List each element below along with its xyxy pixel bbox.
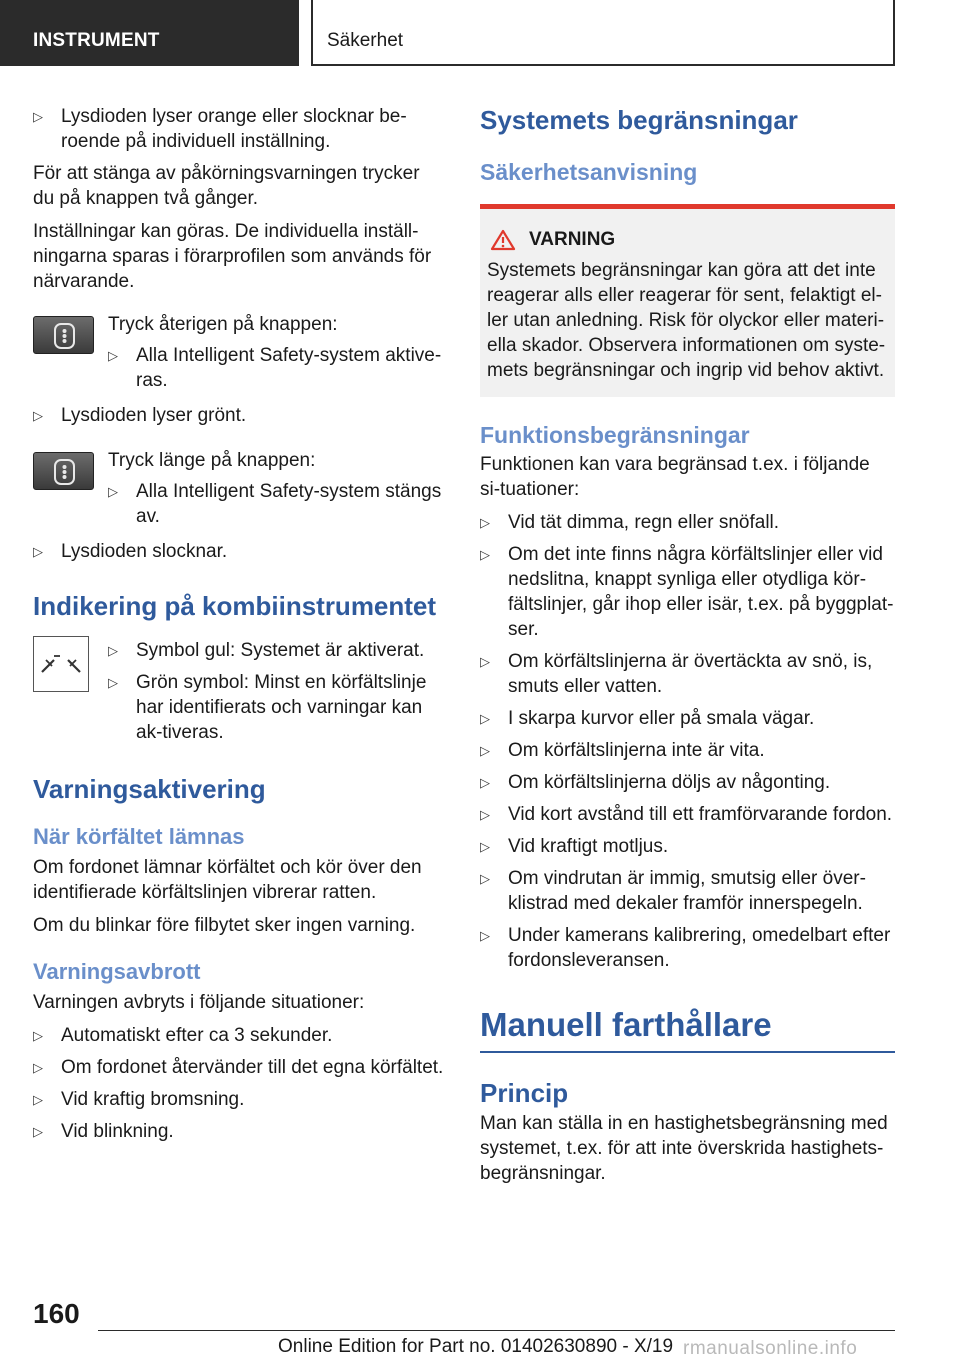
bullet-triangle-icon: ▷	[33, 408, 43, 423]
subsection-heading: Säkerhetsanvisning	[480, 159, 698, 185]
list-item-text: Om körfältslinjerna inte är vita.	[508, 740, 765, 761]
bullet-triangle-icon: ▷	[108, 484, 118, 499]
list-item-text: Alla Intelligent Safety-system stängs av.	[136, 481, 442, 527]
header-chapter-label: Säkerhet	[327, 30, 404, 51]
press-again-block	[33, 312, 445, 393]
paragraph: För att stänga av påkörningsvarningen trycker du på knappen två gånger.	[33, 163, 420, 209]
list-item	[108, 479, 445, 529]
section-heading: Systemets begränsningar	[480, 105, 798, 135]
warning-title	[487, 228, 888, 252]
bullet-triangle-icon: ▷	[33, 544, 43, 559]
warning-triangle-icon	[490, 229, 516, 251]
footer-divider	[98, 1330, 895, 1331]
header-section-label: INSTRUMENT	[33, 30, 160, 51]
warning-box	[480, 204, 895, 397]
paragraph: Om du blinkar före filbytet sker ingen varning.	[33, 915, 416, 936]
list-item	[480, 738, 895, 763]
bullet-triangle-icon: ▷	[108, 348, 118, 363]
paragraph: Funktionen kan vara begränsad t.ex. i följande si-tuationer:	[480, 454, 870, 500]
paragraph: Tryck länge på knappen:	[108, 450, 316, 471]
list-item	[480, 510, 895, 535]
bullet-triangle-icon: ▷	[480, 547, 490, 562]
bullet-triangle-icon: ▷	[33, 1060, 43, 1075]
list-item-text: Grön symbol: Minst en körfältslinje har identifierats och varningar kan ak-tiveras.	[136, 672, 427, 743]
right-column	[480, 104, 895, 1194]
page-number: 160	[33, 1298, 80, 1329]
press-long-block	[33, 448, 445, 529]
list-item-text: Under kamerans kalibrering, omedelbart efter fordonsleveransen.	[508, 925, 891, 971]
safety-button-icon	[33, 316, 94, 354]
bullet-triangle-icon: ▷	[480, 807, 490, 822]
list-item	[108, 638, 445, 663]
list-item-text: Om det inte finns några körfältslinjer eller vid nedslitna, knappt synliga eller otydliga kör-fältslinjer, går ihop eller isär, t.ex. på byggplat-ser.	[508, 544, 894, 640]
list-item-text: Vid tät dimma, regn eller snöfall.	[508, 512, 780, 533]
list-item-text: Symbol gul: Systemet är aktiverat.	[136, 640, 425, 661]
list-item-text: Om körfältslinjerna är övertäckta av snö, is, smuts eller vatten.	[508, 651, 873, 697]
warning-text: Systemets begränsningar kan göra att det inte reagerar alls eller reagerar för sent, felaktigt el-ler utan anledning. Risk för olyckor eller materi-ella skador. Observera informationen om syste-mets begränsningar och ingrip vid behov aktivt.	[487, 260, 886, 381]
bullet-triangle-icon: ▷	[480, 743, 490, 758]
list-item	[480, 770, 895, 795]
watermark: rmanualsonline.info	[683, 1338, 858, 1359]
chapter-heading: Manuell farthållare	[480, 1005, 895, 1053]
list-item	[33, 539, 445, 564]
list-item	[33, 104, 445, 154]
bullet-triangle-icon: ▷	[480, 775, 490, 790]
list-item-text: Alla Intelligent Safety-system aktive-ras.	[136, 345, 442, 391]
bullet-triangle-icon: ▷	[480, 871, 490, 886]
list-item	[480, 542, 895, 642]
subsection-heading: Varningsavbrott	[33, 959, 201, 984]
list-item-text: Lysdioden lyser grönt.	[61, 405, 247, 426]
bullet-triangle-icon: ▷	[108, 643, 118, 658]
footer-edition: Online Edition for Part no. 01402630890 - X/19	[278, 1336, 674, 1357]
list-item-text: Vid blinkning.	[61, 1121, 174, 1142]
bullet-triangle-icon: ▷	[480, 839, 490, 854]
header-section-tab	[0, 0, 299, 66]
subsection-heading: När körfältet lämnas	[33, 824, 245, 849]
bullet-triangle-icon: ▷	[33, 1092, 43, 1107]
paragraph: Man kan ställa in en hastighetsbegränsning med systemet, t.ex. för att inte överskrida hastighets-begränsningar.	[480, 1113, 888, 1184]
bullet-triangle-icon: ▷	[480, 515, 490, 530]
paragraph: Inställningar kan göras. De individuella inställ-ningarna sparas i förarprofilen som används för närvarande.	[33, 221, 432, 292]
left-column	[33, 104, 445, 1151]
list-item	[480, 923, 895, 973]
bullet-triangle-icon: ▷	[33, 109, 43, 124]
list-item	[480, 802, 895, 827]
safety-button-icon	[33, 452, 94, 490]
list-item	[108, 670, 445, 745]
list-item	[108, 343, 445, 393]
list-item-text: Lysdioden slocknar.	[61, 541, 228, 562]
list-item	[33, 1023, 445, 1048]
list-item	[480, 706, 895, 731]
list-item	[480, 834, 895, 859]
paragraph: Om fordonet lämnar körfältet och kör över den identifierade körfältslinjen vibrerar ratten.	[33, 857, 422, 903]
bullet-triangle-icon: ▷	[480, 928, 490, 943]
list-item-text: Lysdioden lyser orange eller slocknar be-roende på individuell inställning.	[61, 106, 407, 152]
list-item-text: Om körfältslinjerna döljs av någonting.	[508, 772, 831, 793]
list-item-text: Vid kraftig bromsning.	[61, 1089, 245, 1110]
list-item	[33, 1119, 445, 1144]
list-item	[33, 403, 445, 428]
paragraph: Tryck återigen på knappen:	[108, 314, 338, 335]
warning-title-text: VARNING	[529, 229, 616, 250]
list-item-text: Om vindrutan är immig, smutsig eller över-klistrad med dekaler framför innerspegeln.	[508, 868, 866, 914]
bullet-triangle-icon: ▷	[480, 711, 490, 726]
section-heading: Princip	[480, 1078, 569, 1108]
section-heading: Indikering på kombiinstrumentet	[33, 591, 437, 621]
indicator-block	[33, 638, 445, 745]
list-item-text: Vid kraftigt motljus.	[508, 836, 669, 857]
bullet-triangle-icon: ▷	[33, 1028, 43, 1043]
list-item	[33, 1055, 445, 1080]
list-item	[480, 866, 895, 916]
lane-departure-symbol-icon	[33, 636, 89, 692]
list-item-text: Om fordonet återvänder till det egna körfältet.	[61, 1057, 444, 1078]
subsection-heading: Funktionsbegränsningar	[480, 422, 750, 448]
section-heading: Varningsaktivering	[33, 774, 266, 804]
bullet-triangle-icon: ▷	[108, 675, 118, 690]
bullet-triangle-icon: ▷	[480, 654, 490, 669]
paragraph: Varningen avbryts i följande situationer:	[33, 992, 365, 1013]
list-item	[480, 649, 895, 699]
list-item-text: Automatiskt efter ca 3 sekunder.	[61, 1025, 333, 1046]
list-item-text: Vid kort avstånd till ett framförvarande fordon.	[508, 804, 893, 825]
header-chapter-tab	[311, 0, 895, 66]
list-item-text: I skarpa kurvor eller på smala vägar.	[508, 708, 815, 729]
list-item	[33, 1087, 445, 1112]
bullet-triangle-icon: ▷	[33, 1124, 43, 1139]
